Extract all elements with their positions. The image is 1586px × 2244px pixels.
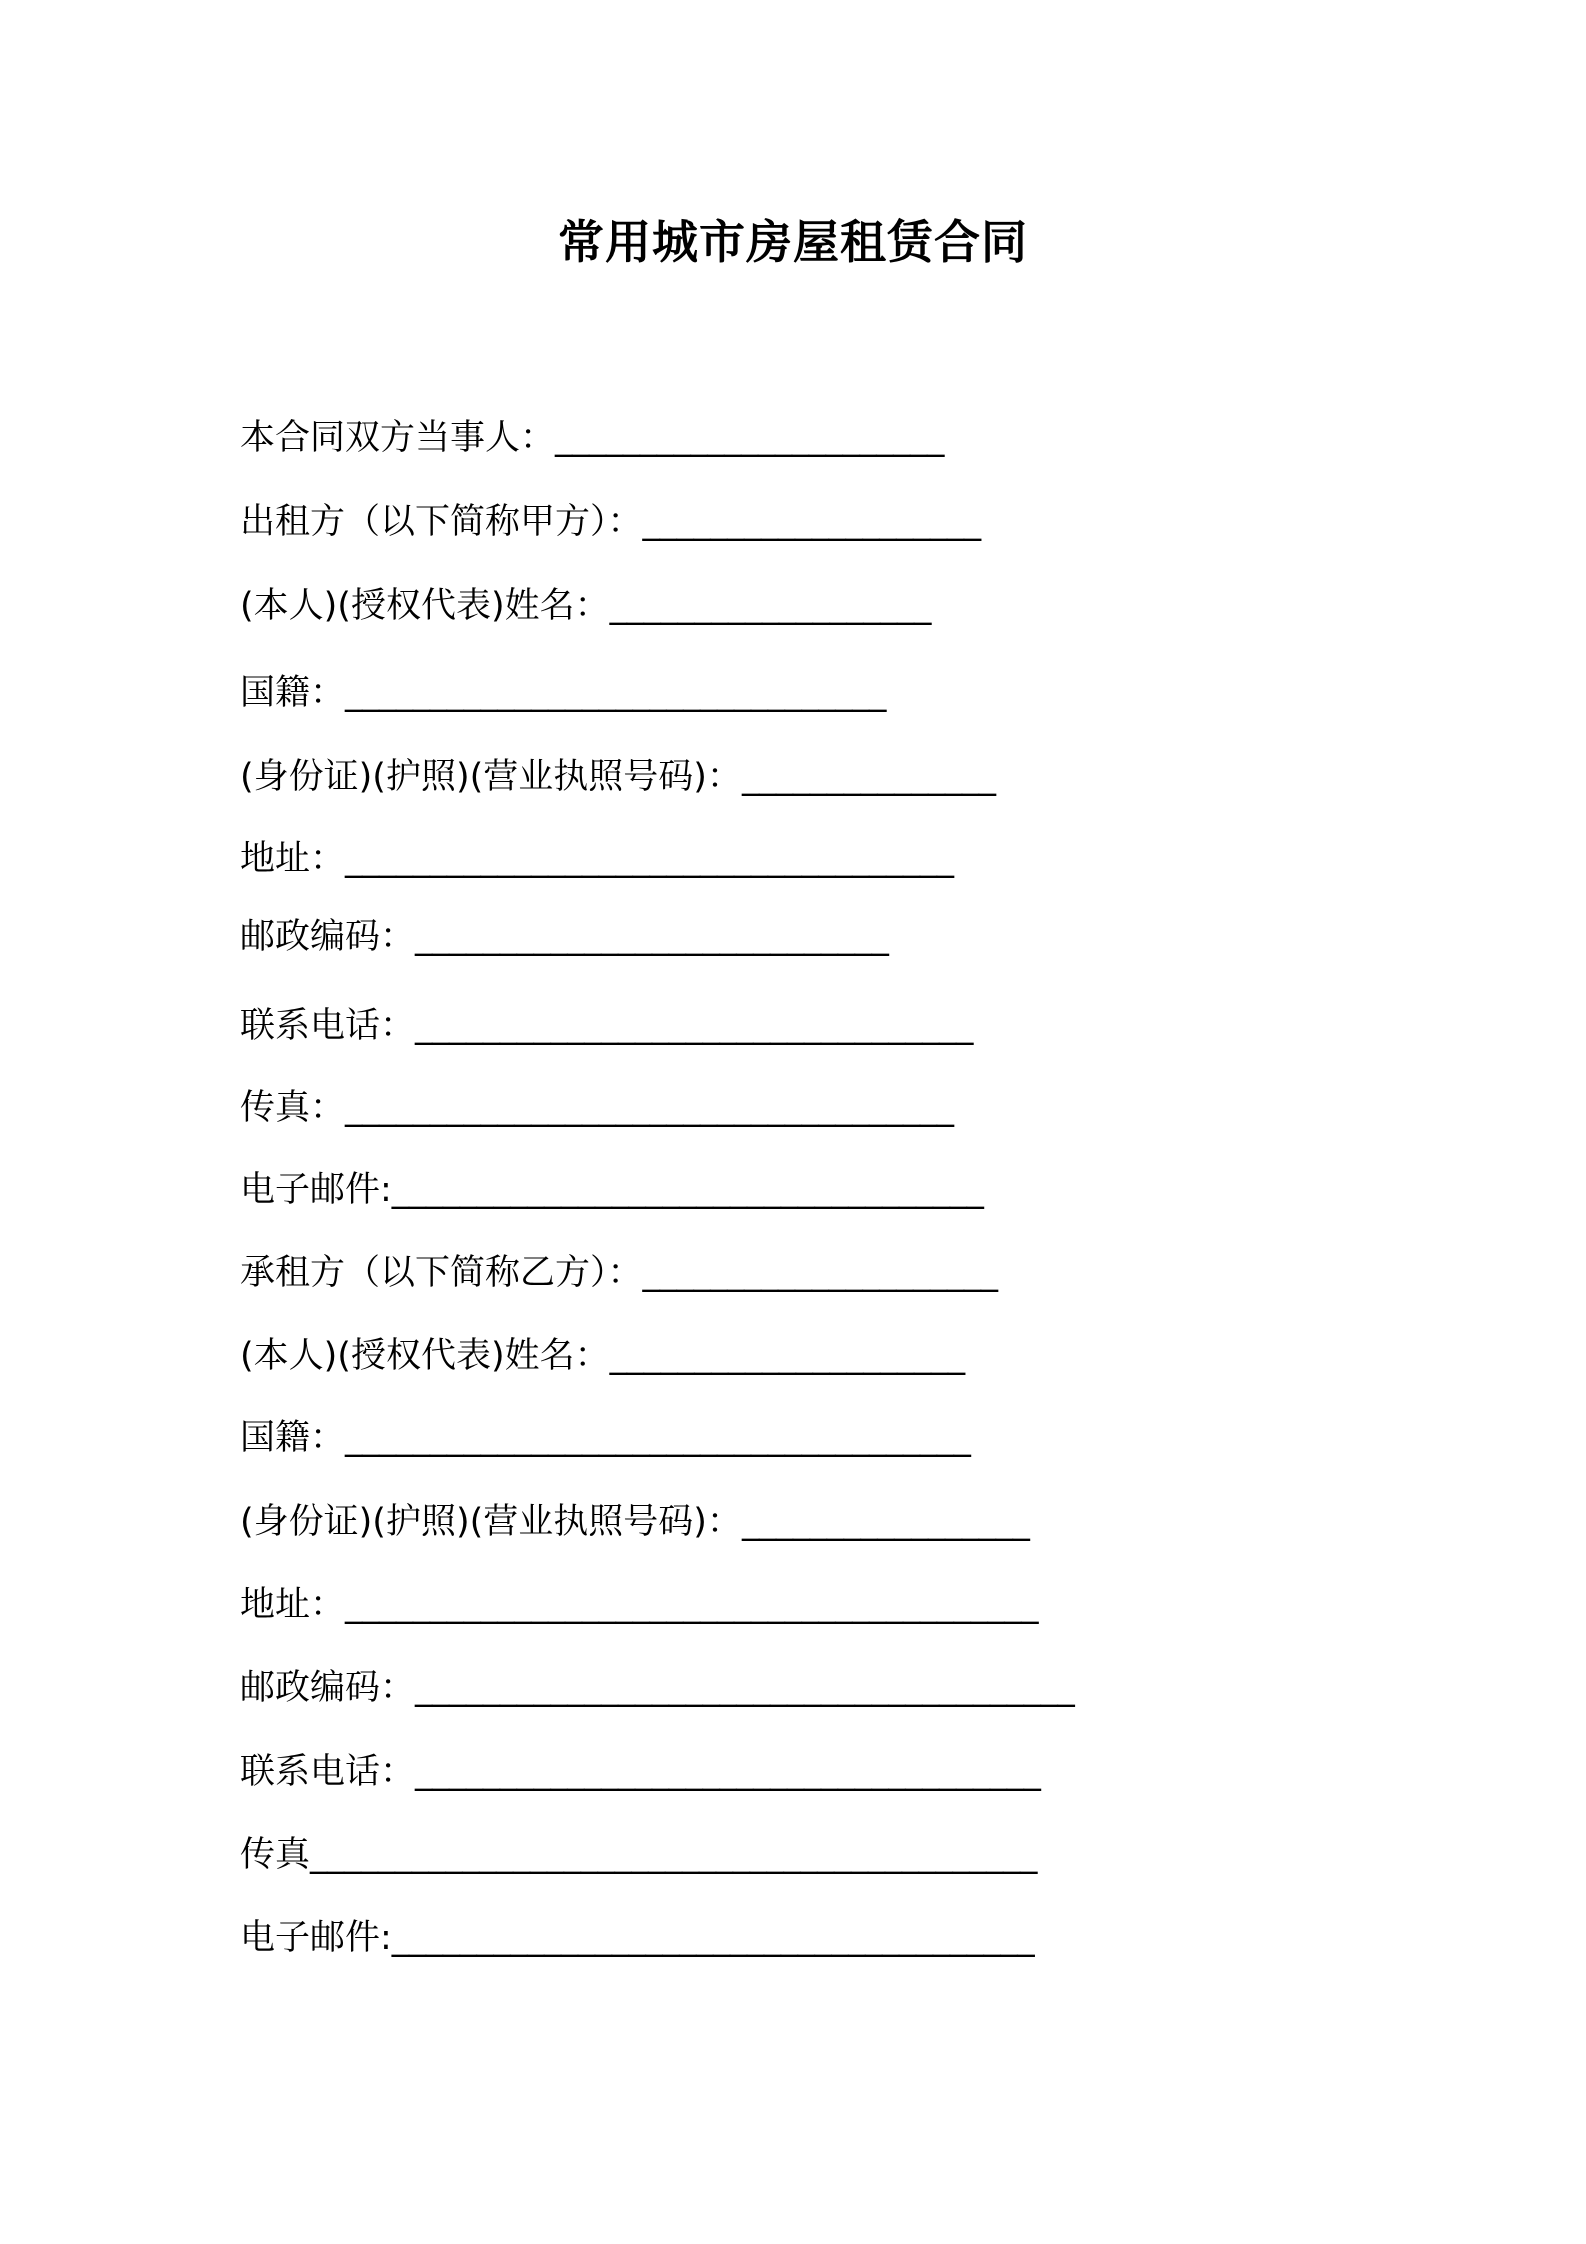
field-lessor xyxy=(240,497,981,547)
fill-in-blank[interactable]: _____________________________________ xyxy=(415,1752,1041,1792)
field-lessor-id-number xyxy=(240,752,995,802)
field-label: 地址： xyxy=(240,839,346,879)
field-lessee-fax xyxy=(240,1830,1037,1880)
field-label: 邮政编码： xyxy=(240,1668,416,1708)
field-label: 联系电话： xyxy=(240,1752,416,1792)
fill-in-blank[interactable]: ____________________ xyxy=(642,502,981,542)
field-label: 本合同双方当事人： xyxy=(240,418,556,458)
fill-in-blank[interactable]: _____________________ xyxy=(609,1336,965,1376)
fill-in-blank[interactable]: ____________________________________ xyxy=(345,1088,954,1128)
field-label: (身份证)(护照)(营业执照号码)： xyxy=(240,1502,742,1542)
field-parties xyxy=(240,413,944,463)
fill-in-blank[interactable]: ________________________________ xyxy=(345,673,886,713)
field-lessor-phone xyxy=(240,1001,973,1051)
field-label: 邮政编码： xyxy=(240,917,416,957)
field-label: 电子邮件: xyxy=(240,1170,392,1210)
field-lessee-phone xyxy=(240,1747,1040,1797)
field-label: 地址： xyxy=(240,1585,346,1625)
field-label: (本人)(授权代表)姓名： xyxy=(240,1336,610,1376)
fill-in-blank[interactable]: _________________ xyxy=(741,1502,1030,1542)
fill-in-blank[interactable]: ______________________________________ xyxy=(391,1918,1034,1958)
field-label: (身份证)(护照)(营业执照号码)： xyxy=(240,757,742,797)
field-label: 国籍： xyxy=(240,1418,346,1458)
field-lessor-fax xyxy=(240,1083,953,1133)
fill-in-blank[interactable]: _________________________________ xyxy=(415,1006,973,1046)
fill-in-blank[interactable]: ___________________ xyxy=(609,586,931,626)
field-lessee-email xyxy=(240,1913,1034,1963)
fill-in-blank[interactable]: _________________________________________ xyxy=(345,1585,1038,1625)
fill-in-blank[interactable]: _____________________ xyxy=(642,1253,998,1293)
field-lessee-postcode xyxy=(240,1663,1074,1713)
field-label: 出租方（以下简称甲方）： xyxy=(240,502,643,542)
fill-in-blank[interactable]: ___________________________________ xyxy=(391,1170,984,1210)
field-lessee-id-number xyxy=(240,1497,1029,1547)
field-label: 电子邮件: xyxy=(240,1918,392,1958)
fill-in-blank[interactable]: _____________________________________ xyxy=(345,1418,971,1458)
field-label: 传真： xyxy=(240,1088,346,1128)
field-label: 国籍： xyxy=(240,673,346,713)
field-label: (本人)(授权代表)姓名： xyxy=(240,586,610,626)
fill-in-blank[interactable]: _______________________ xyxy=(555,418,944,458)
fill-in-blank[interactable]: _______________ xyxy=(741,757,996,797)
fill-in-blank[interactable]: ____________________________________ xyxy=(345,839,954,879)
field-lessee xyxy=(240,1248,997,1298)
field-lessor-nationality xyxy=(240,668,886,718)
fill-in-blank[interactable]: ___________________________________________ xyxy=(310,1835,1037,1875)
field-lessor-email xyxy=(240,1165,983,1215)
field-label: 联系电话： xyxy=(240,1006,416,1046)
fill-in-blank[interactable]: ____________________________ xyxy=(415,917,889,957)
field-lessee-name xyxy=(240,1331,965,1381)
field-label: 传真 xyxy=(240,1835,311,1875)
field-lessor-name xyxy=(240,581,931,631)
field-label: 承租方（以下简称乙方）： xyxy=(240,1253,643,1293)
field-lessee-address xyxy=(240,1580,1038,1630)
field-lessee-nationality xyxy=(240,1413,970,1463)
document-title: 常用城市房屋租赁合同 xyxy=(558,215,1028,269)
field-lessor-postcode xyxy=(240,912,888,962)
field-lessor-address xyxy=(240,834,953,884)
fill-in-blank[interactable]: _______________________________________ xyxy=(415,1668,1075,1708)
